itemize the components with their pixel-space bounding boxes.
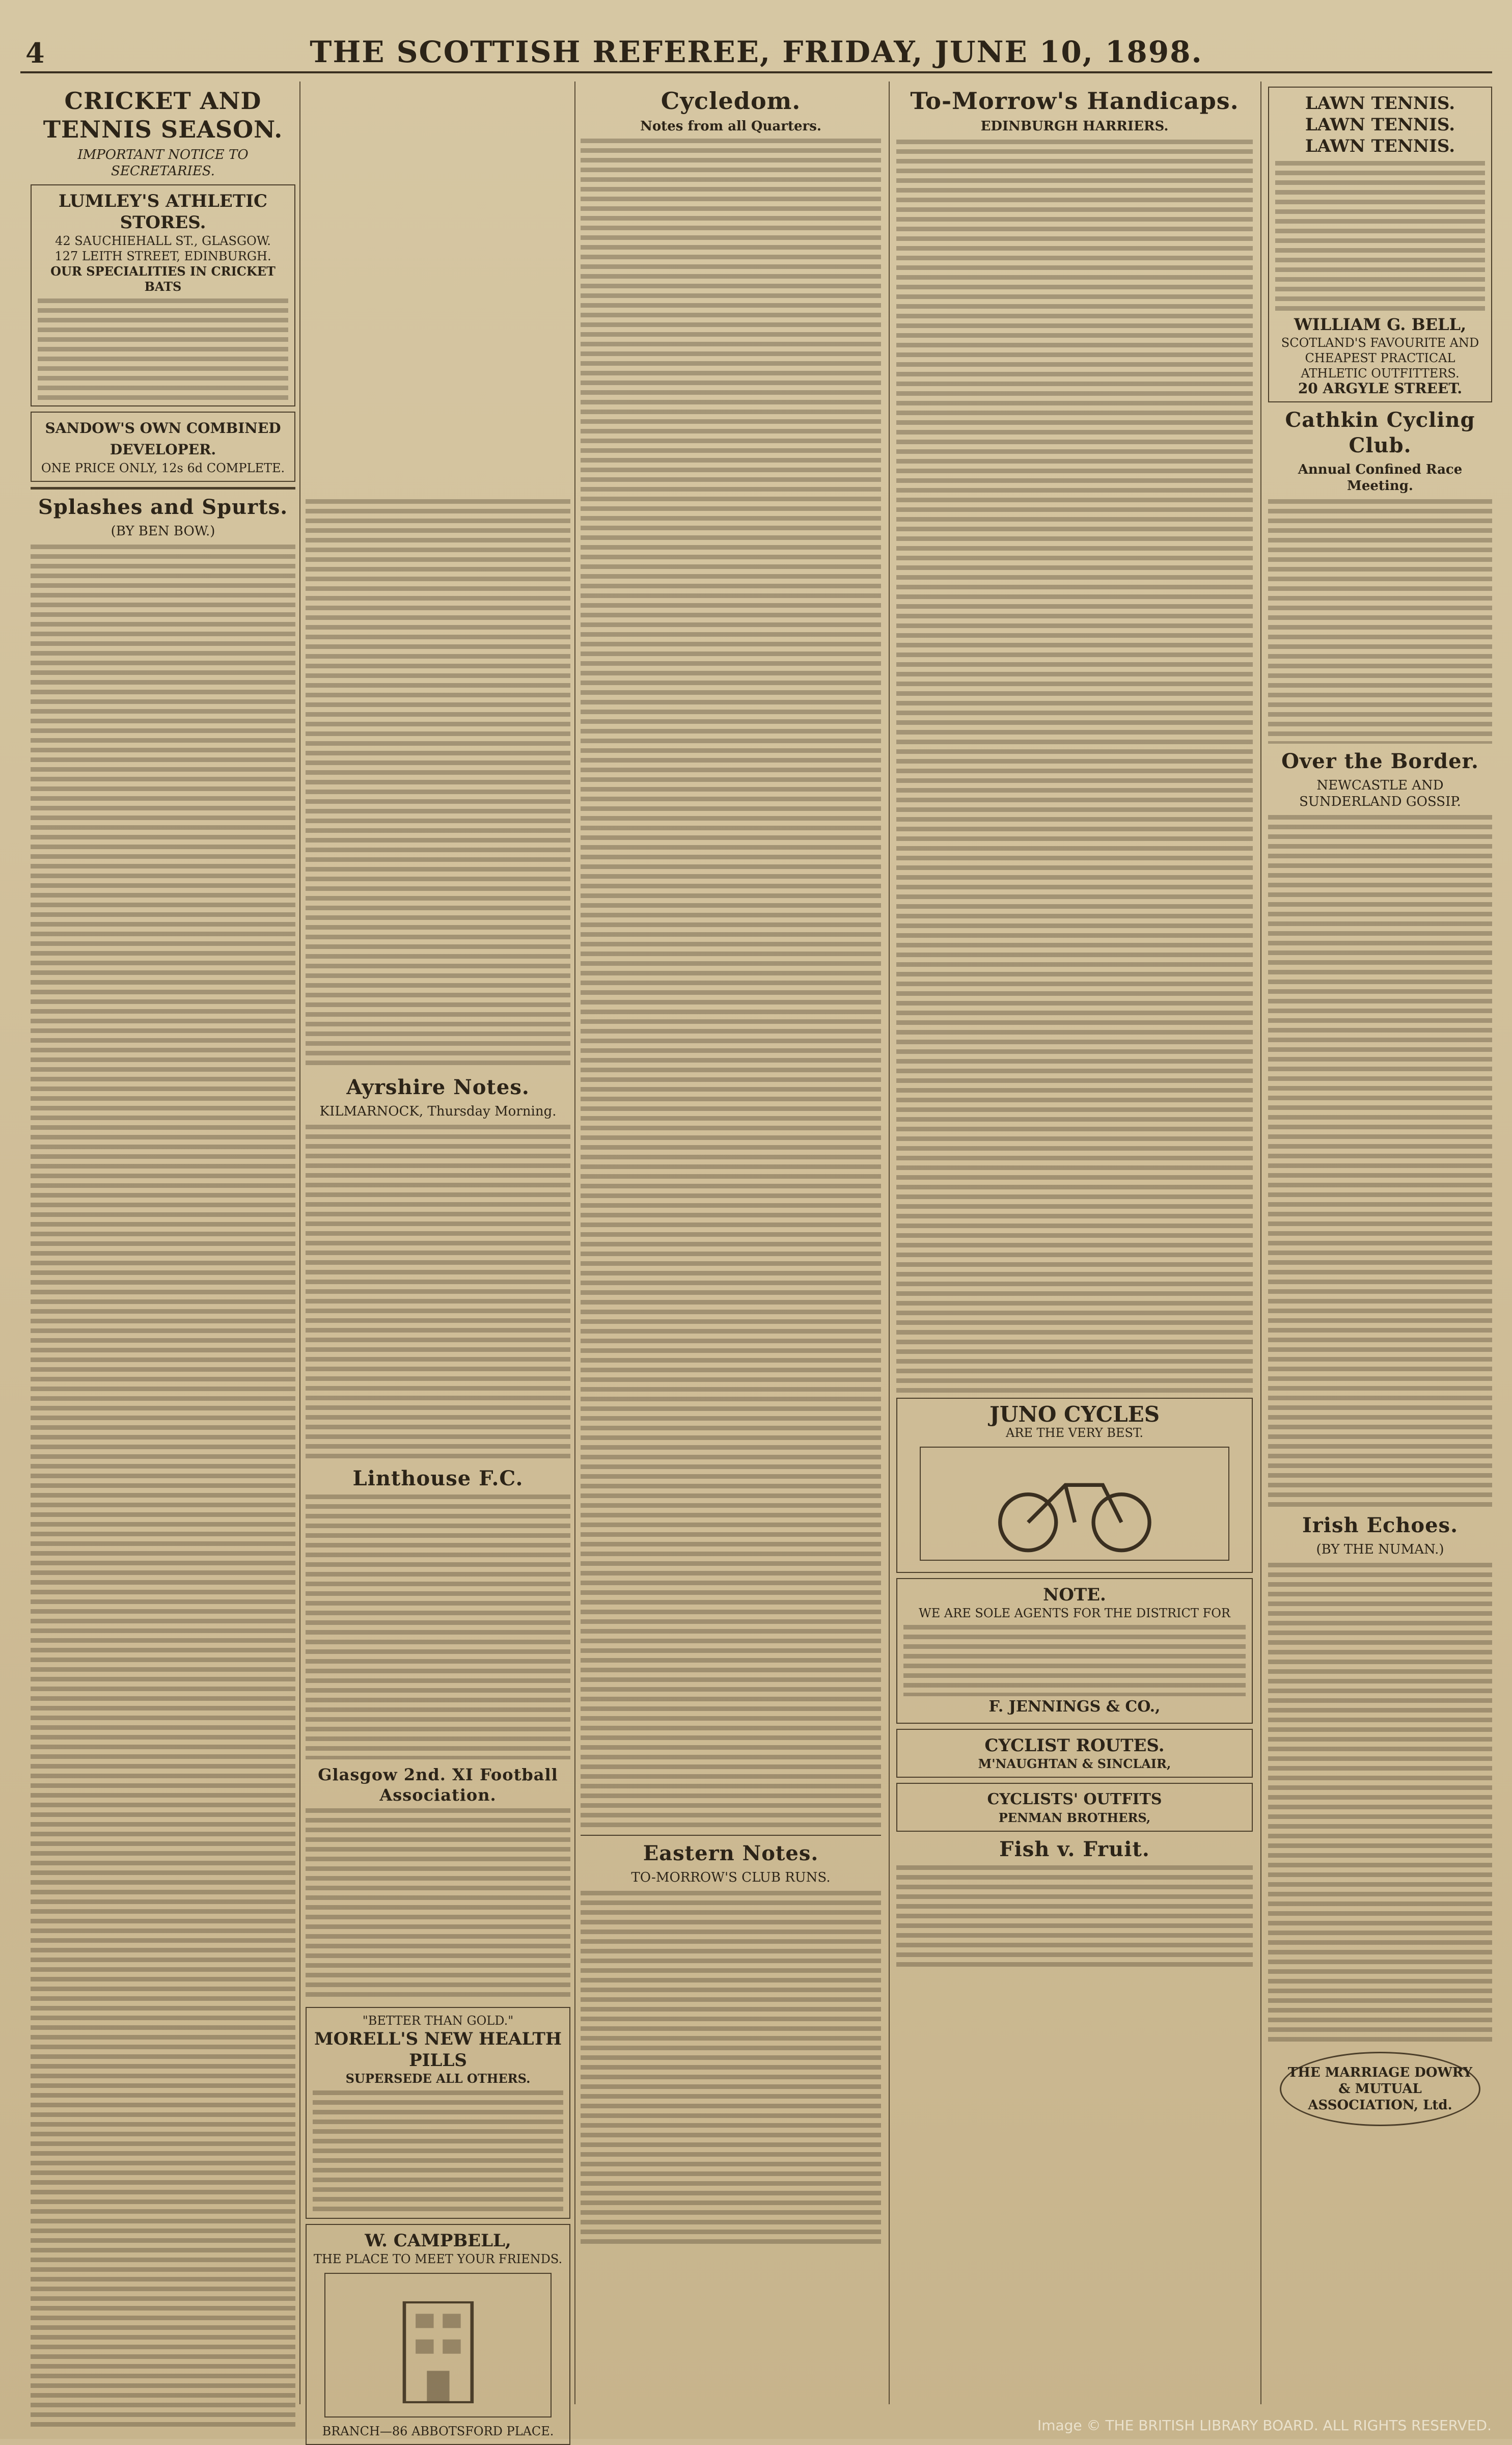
campbell-name: W. CAMPBELL,: [365, 2231, 511, 2251]
column-rule: [299, 82, 300, 2404]
splashes-byline: (BY BEN BOW.): [111, 524, 215, 539]
lumley-specialities: OUR SPECIALITIES IN CRICKET BATS: [50, 264, 276, 294]
column-rule: [889, 82, 890, 2404]
jennings-advert: [896, 1578, 1253, 1724]
penman-name: PENMAN BROTHERS,: [998, 1810, 1151, 1825]
campbell-branch: BRANCH—86 ABBOTSFORD PLACE.: [322, 2424, 554, 2438]
splashes-article-body: [31, 545, 295, 2429]
cathkin-article-body: [1268, 499, 1492, 744]
bicycle-illustration: [920, 1447, 1230, 1561]
cathkin-heading: Cathkin Cycling Club.: [1285, 408, 1475, 457]
eastern-club-runs: [581, 1891, 881, 2247]
ayrshire-subheading: KILMARNOCK, Thursday Morning.: [319, 1104, 557, 1119]
marriage-dowry-seal: THE MARRIAGE DOWRY & MUTUAL ASSOCIATION, Ltd.: [1280, 2052, 1480, 2126]
morell-subheading: SUPERSEDE ALL OTHERS.: [345, 2071, 531, 2086]
column-2: [306, 82, 570, 2438]
lumley-advert: [31, 184, 295, 406]
sandow-name: SANDOW'S OWN COMBINED DEVELOPER.: [45, 420, 281, 458]
fish-article-body: [896, 1865, 1253, 1967]
glasgow-2nd-heading: Glasgow 2nd. XI Football Association.: [318, 1765, 558, 1805]
lumley-price-list: [38, 298, 288, 400]
image-credit: Image © THE BRITISH LIBRARY BOARD. ALL RIGHTS RESERVED.: [1037, 2417, 1492, 2434]
border-article-body: [1268, 815, 1492, 1508]
handicap-tables: [896, 140, 1253, 1393]
morell-tagline: "BETTER THAN GOLD.": [362, 2014, 514, 2028]
lawn-tennis-line-1: LAWN TENNIS.: [1305, 93, 1455, 114]
handicaps-heading: To-Morrow's Handicaps.: [910, 87, 1239, 115]
cyclist-routes-heading: CYCLIST ROUTES.: [984, 1735, 1165, 1756]
border-heading: Over the Border.: [1281, 749, 1479, 773]
splashes-heading: Splashes and Spurts.: [38, 495, 288, 519]
lumley-name: LUMLEY'S ATHLETIC STORES.: [58, 191, 268, 233]
bell-address: 20 ARGYLE STREET.: [1298, 380, 1463, 397]
campbell-subheading: THE PLACE TO MEET YOUR FRIENDS.: [313, 2252, 563, 2266]
eastern-heading: Eastern Notes.: [643, 1841, 819, 1865]
irish-heading: Irish Echoes.: [1302, 1513, 1458, 1537]
edinburgh-harriers-heading: EDINBURGH HARRIERS.: [980, 119, 1169, 134]
cathkin-subheading: Annual Confined Race Meeting.: [1298, 462, 1463, 494]
note-heading: NOTE.: [1043, 1585, 1106, 1605]
ayrshire-article-body: [306, 1125, 570, 1461]
morell-advert: [306, 2007, 570, 2219]
cycledom-heading: Cycledom.: [661, 87, 801, 115]
fish-heading: Fish v. Fruit.: [999, 1837, 1150, 1861]
cricket-heading: CRICKET AND TENNIS SEASON.: [43, 87, 283, 143]
page-number: 4: [25, 37, 45, 69]
morell-copy: [313, 2090, 563, 2213]
jennings-copy: [903, 1625, 1246, 1696]
column-rule: [1260, 82, 1261, 2404]
lawn-tennis-copy: [1275, 161, 1485, 314]
column-5: [1268, 82, 1492, 2404]
mcnaughtan-name: M'NAUGHTAN & SINCLAIR,: [978, 1756, 1171, 1771]
column-4: [896, 82, 1253, 2404]
cycledom-subheading: Notes from all Quarters.: [640, 119, 821, 134]
lawn-tennis-line-2: LAWN TENNIS.: [1305, 115, 1455, 135]
lumley-glasgow: 42 SAUCHIEHALL ST., GLASGOW.: [55, 234, 271, 248]
outfits-advert: [896, 1783, 1253, 1832]
column-1: [31, 82, 295, 2404]
divider: [581, 1835, 881, 1836]
column-rule: [574, 82, 575, 2404]
morell-name: MORELL'S NEW HEALTH PILLS: [314, 2029, 562, 2071]
juno-name: JUNO CYCLES: [989, 1402, 1160, 1427]
glasgow-2nd-body: [306, 1808, 570, 2002]
masthead: [20, 30, 1492, 73]
juno-advert: [896, 1398, 1253, 1573]
note-subheading: WE ARE SOLE AGENTS FOR THE DISTRICT FOR: [919, 1606, 1230, 1620]
campbell-advert: [306, 2224, 570, 2445]
campbell-illustration: [324, 2273, 552, 2417]
bell-subheading: SCOTLAND'S FAVOURITE AND CHEAPEST PRACTICAL ATHLETIC OUTFITTERS.: [1281, 336, 1479, 381]
eastern-subheading: TO-MORROW'S CLUB RUNS.: [631, 1870, 831, 1885]
cycledom-article-body: [581, 139, 881, 1830]
sandow-advert: [31, 412, 295, 482]
irish-byline: (BY THE NUMAN.): [1316, 1542, 1444, 1557]
notice-heading: IMPORTANT NOTICE TO SECRETARIES.: [77, 147, 249, 179]
lumley-edinburgh: 127 LEITH STREET, EDINBURGH.: [54, 249, 271, 263]
linthouse-article-body: [306, 1495, 570, 1759]
border-subheading: NEWCASTLE AND SUNDERLAND GOSSIP.: [1299, 778, 1461, 809]
linthouse-heading: Linthouse F.C.: [352, 1466, 524, 1490]
jennings-name: F. JENNINGS & CO.,: [988, 1698, 1161, 1716]
divider: [31, 487, 295, 490]
lawn-tennis-line-3: LAWN TENNIS.: [1305, 136, 1455, 156]
newspaper-title: THE SCOTTISH REFEREE, FRIDAY, JUNE 10, 1898.: [310, 35, 1203, 69]
cyclist-routes-advert: [896, 1729, 1253, 1778]
lawn-tennis-advert: [1268, 87, 1492, 402]
juno-tagline: ARE THE VERY BEST.: [1006, 1426, 1143, 1440]
splashes-continued-body: [306, 499, 570, 1070]
sandow-price: ONE PRICE ONLY, 12s 6d COMPLETE.: [41, 461, 285, 475]
irish-article-body: [1268, 1563, 1492, 2042]
column-3: [581, 82, 881, 2404]
bell-name: WILLIAM G. BELL,: [1294, 315, 1467, 334]
outfits-heading: CYCLISTS' OUTFITS: [987, 1790, 1162, 1808]
ayrshire-heading: Ayrshire Notes.: [346, 1075, 530, 1099]
